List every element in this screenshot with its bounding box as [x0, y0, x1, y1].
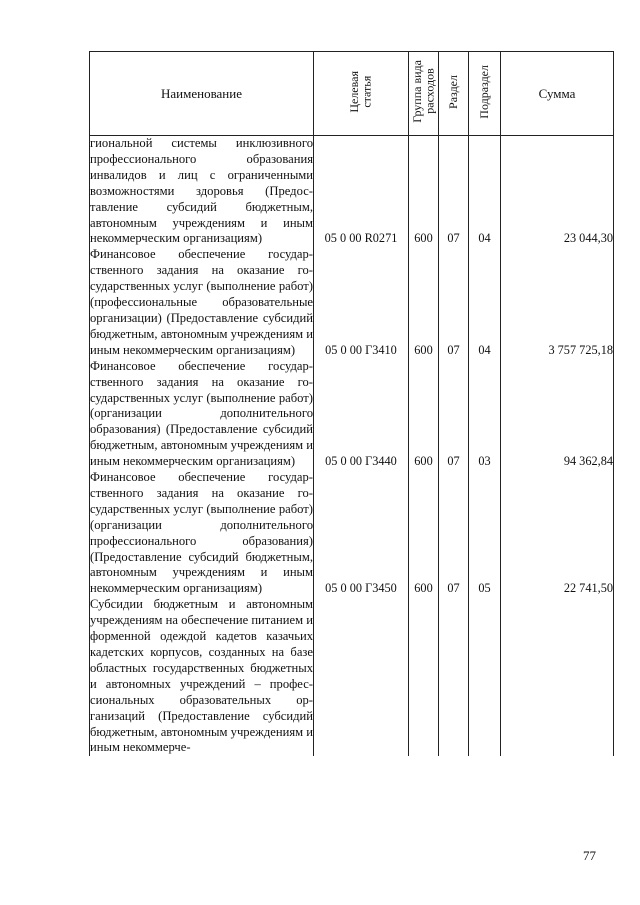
row-expense-group: 600 — [409, 136, 439, 248]
header-subsection-label: Подраздел — [477, 64, 492, 119]
table-row — [90, 597, 614, 756]
table-body — [90, 136, 614, 757]
row-subsection: 04 — [469, 136, 501, 248]
row-section: 07 — [439, 136, 469, 248]
header-section-label: Раздел — [446, 74, 461, 109]
header-row — [90, 52, 614, 136]
row-section: 07 — [439, 470, 469, 597]
row-sum: 3 757 725,18 — [501, 247, 614, 358]
row-subsection: 03 — [469, 359, 501, 470]
table-row — [90, 359, 614, 470]
row-section — [439, 597, 469, 756]
row-expense-group — [409, 597, 439, 756]
row-sum — [501, 597, 614, 756]
row-subsection: 05 — [469, 470, 501, 597]
header-subsection — [469, 52, 501, 136]
row-name: гиональной системы инклюзивного профессионального образования инвалидов и лиц с ограниченными возможностями здоровья (Предоставление субсидий бюджетным, автономным учреждениям и иным некоммерческим организациям) — [90, 136, 313, 246]
header-target-article — [314, 52, 409, 136]
row-name: Финансовое обеспечение государственного задания на оказание государственных услуг (выполнение работ) (организации дополнительного образования) (Предоставление субсидий бюджетным, автономным учреждениям и иным некоммерческим организациям) — [90, 358, 313, 469]
row-target-article: 05 0 00 Г3410 — [314, 247, 409, 358]
row-section: 07 — [439, 247, 469, 358]
row-name: Финансовое обеспечение государственного задания на оказание государственных услуг (выполнение работ) (профессиональные образовательные организации) (Предоставление субсидий бюджетным, автономным учреждениям и иным некоммерческим организациям) — [90, 247, 313, 357]
row-target-article: 05 0 00 Г3440 — [314, 359, 409, 470]
table-row — [90, 136, 614, 248]
row-sum: 23 044,30 — [501, 136, 614, 248]
row-target-article: 05 0 00 R0271 — [314, 136, 409, 248]
table-row — [90, 470, 614, 597]
row-subsection: 04 — [469, 247, 501, 358]
row-subsection — [469, 597, 501, 756]
header-target-article-label: Целевая статья — [347, 70, 374, 113]
header-sum: Сумма — [501, 52, 614, 136]
row-expense-group: 600 — [409, 247, 439, 358]
header-section — [439, 52, 469, 136]
row-target-article: 05 0 00 Г3450 — [314, 470, 409, 597]
row-expense-group: 600 — [409, 359, 439, 470]
header-name: Наименование — [90, 52, 314, 136]
header-expense-group-label: Группа вида расходов — [409, 60, 437, 123]
row-sum: 94 362,84 — [501, 359, 614, 470]
table-header — [90, 52, 614, 136]
row-name: Финансовое обеспечение государственного задания на оказание государственных услуг (выполнение работ) (организации дополнительного профессионального образования) (Предоставление субсидий бюджетным, автономным учреждениям и иным некоммерческим организациям) — [90, 470, 313, 596]
header-expense-group — [409, 52, 439, 136]
row-section: 07 — [439, 359, 469, 470]
page-number: 77 — [583, 848, 596, 863]
row-name: Субсидии бюджетным и автономным учреждениям на обеспечение питанием и форменной одеждой кадетов казачьих кадетских корпусов, созданных на базе областных государственных бюджетных и автономных учреждений – профессиональных образовательных организаций (Предоставление субсидий бюджетным, автономным учреждениям и иным некоммерче- — [90, 597, 313, 755]
row-expense-group: 600 — [409, 470, 439, 597]
table-row — [90, 247, 614, 358]
row-sum: 22 741,50 — [501, 470, 614, 597]
budget-table — [89, 51, 614, 756]
row-target-article — [314, 597, 409, 756]
